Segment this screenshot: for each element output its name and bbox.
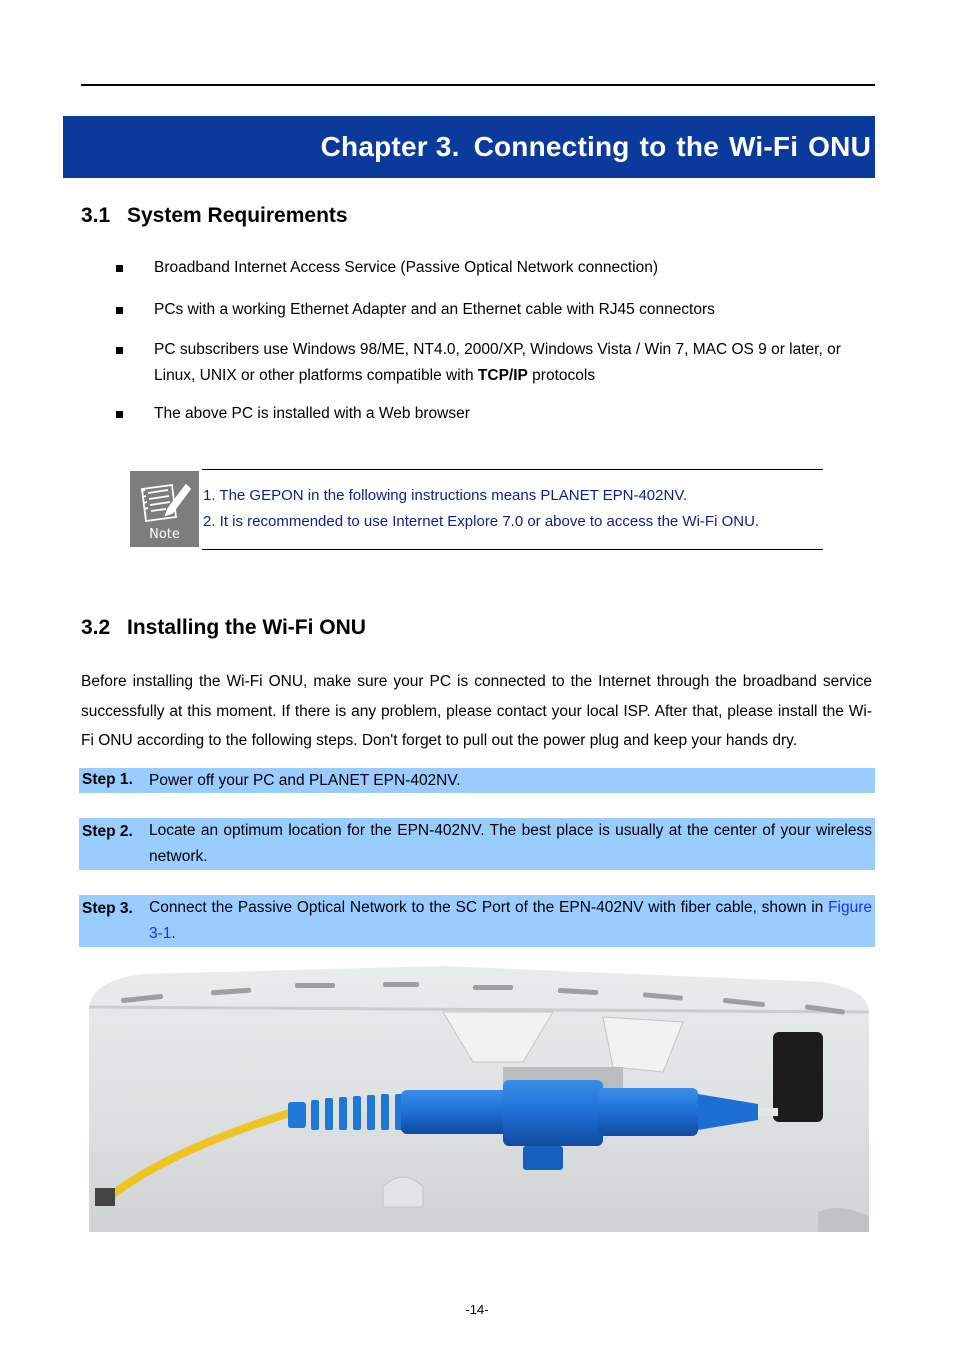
step-1 xyxy=(79,768,875,793)
onu-fiber-connector-photo xyxy=(83,962,873,1238)
note-box xyxy=(130,469,823,549)
step-text: Power off your PC and PLANET EPN-402NV. xyxy=(149,772,461,789)
list-item xyxy=(115,255,875,281)
bullet-square-icon xyxy=(116,347,123,354)
list-item xyxy=(115,337,875,389)
list-item-text: PCs with a working Ethernet Adapter and an Ethernet cable with RJ45 connectors xyxy=(154,301,715,318)
step-label: Step 2. xyxy=(82,823,133,840)
section-title: System Requirements xyxy=(127,204,348,227)
section-heading-3-1 xyxy=(81,204,348,228)
step-text-part: Connect the Passive Optical Network to the SC Port of the EPN-402NV with fiber cable, shown in xyxy=(149,899,829,916)
chapter-title xyxy=(321,131,871,163)
notepad-pencil-icon xyxy=(138,479,192,523)
note-content xyxy=(202,469,823,550)
step-text xyxy=(149,895,872,947)
note-line: 1. The GEPON in the following instructions means PLANET EPN-402NV. xyxy=(203,487,688,504)
note-icon xyxy=(130,471,199,547)
intro-paragraph: Before installing the Wi-Fi ONU, make sure your PC is connected to the Internet through the broadband service successfully at this moment. If there is any problem, please contact your local ISP. After that, please install the Wi-Fi ONU according to the following steps. Don't forget to pull out the power plug and keep your hands dry. xyxy=(81,673,872,750)
step-2 xyxy=(79,818,875,870)
step-3 xyxy=(79,895,875,947)
chapter-title-word: Wi-Fi xyxy=(729,131,799,162)
section-number: 3.1 xyxy=(81,204,111,227)
step-label: Step 1. xyxy=(82,771,133,788)
chapter-title-word: ONU xyxy=(808,131,871,162)
list-item-text: Broadband Internet Access Service (Passive Optical Network connection) xyxy=(154,259,658,276)
list-item-text: The above PC is installed with a Web browser xyxy=(154,405,470,422)
page-number: -14- xyxy=(465,1302,489,1317)
section-title: Installing the Wi-Fi ONU xyxy=(127,616,366,639)
section-heading-3-2 xyxy=(81,616,366,640)
chapter-title-word: the xyxy=(676,131,719,162)
bullet-square-icon xyxy=(116,265,123,272)
header-rule xyxy=(81,84,875,86)
step-label: Step 3. xyxy=(82,900,133,917)
bold-term: TCP/IP xyxy=(477,367,528,384)
note-label: Note xyxy=(149,527,180,542)
list-item-text: protocols xyxy=(527,367,596,384)
note-line: 2. It is recommended to use Internet Explore 7.0 or above to access the Wi-Fi ONU. xyxy=(203,513,760,530)
chapter-number: Chapter 3. xyxy=(320,131,460,162)
chapter-title-word: Connecting xyxy=(473,131,630,162)
list-item xyxy=(115,297,875,323)
list-item xyxy=(115,401,875,427)
step-text: Locate an optimum location for the EPN-402NV. The best place is usually at the center of your wireless network. xyxy=(149,822,872,865)
figure-link[interactable]: Figure 3-1 xyxy=(149,899,872,942)
chapter-banner xyxy=(63,116,875,178)
bullet-square-icon xyxy=(116,411,123,418)
step-text-part: . xyxy=(171,925,176,942)
section-number: 3.2 xyxy=(81,616,111,639)
list-item-text: PC subscribers use Windows 98/ME, NT4.0, 2000/XP, Windows Vista / Win 7, MAC OS 9 or later, or Linux, UNIX or other platforms compatible with xyxy=(154,341,841,384)
bullet-square-icon xyxy=(116,307,123,314)
chapter-title-word: to xyxy=(639,131,667,162)
requirements-list xyxy=(115,255,875,427)
